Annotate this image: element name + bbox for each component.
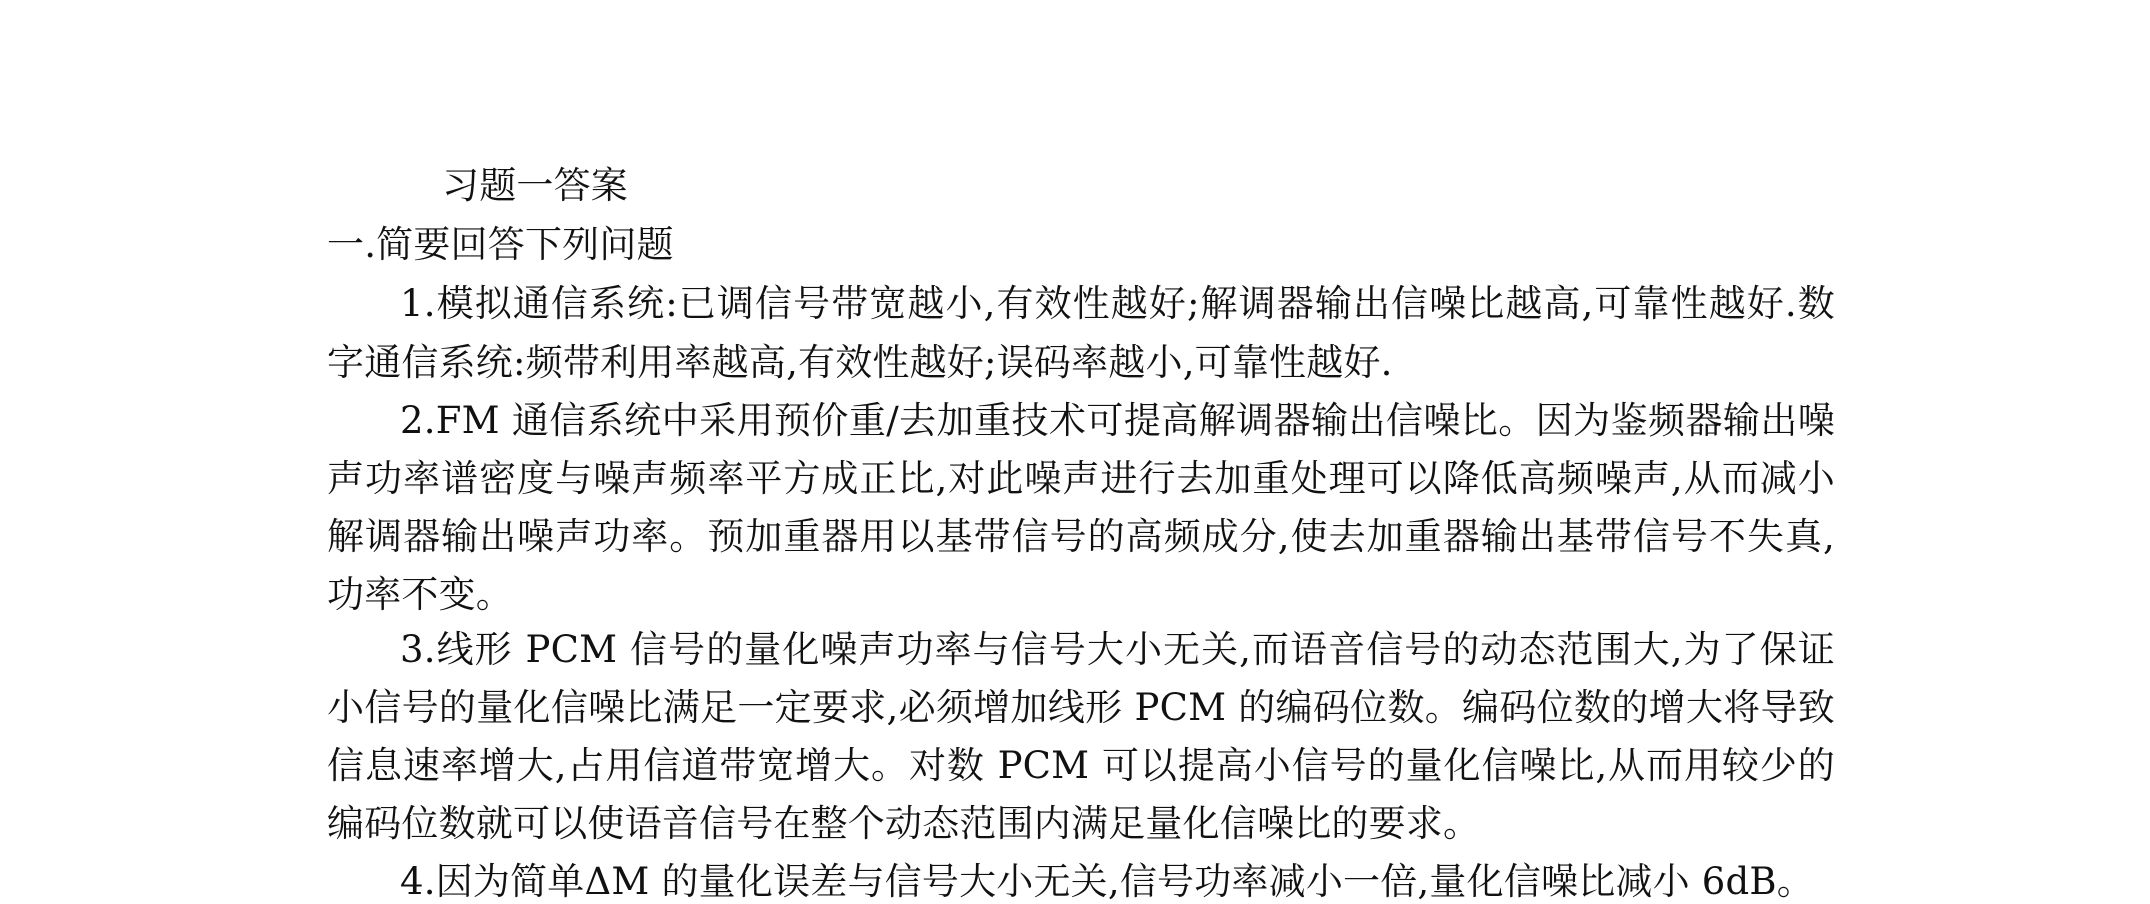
paragraph-3-line-2: 小信号的量化信噪比满足一定要求,必须增加线形 PCM 的编码位数。编码位数的增大将导致 <box>327 686 1835 729</box>
document-title: 习题一答案 <box>442 164 628 207</box>
paragraph-1-line-2: 字通信系统:频带利用率越高,有效性越好;误码率越小,可靠性越好. <box>327 341 1393 384</box>
paragraph-4-line-1: 4.因为简单ΔM 的量化误差与信号大小无关,信号功率减小一倍,量化信噪比减小 6dB。 <box>400 860 1814 903</box>
paragraph-2-line-1: 2.FM 通信系统中采用预价重/去加重技术可提高解调器输出信噪比。因为鉴频器输出噪 <box>400 399 1835 442</box>
paragraph-2-line-3: 解调器输出噪声功率。预加重器用以基带信号的高频成分,使去加重器输出基带信号不失真, <box>327 515 1835 558</box>
paragraph-1-line-1: 1.模拟通信系统:已调信号带宽越小,有效性越好;解调器输出信噪比越高,可靠性越好.数 <box>400 282 1835 325</box>
paragraph-3-line-4: 编码位数就可以使语音信号在整个动态范围内满足量化信噪比的要求。 <box>327 802 1481 845</box>
paragraph-2-line-4: 功率不变。 <box>327 573 513 616</box>
paragraph-3-line-3: 信息速率增大,占用信道带宽增大。对数 PCM 可以提高小信号的量化信噪比,从而用较少的 <box>327 744 1835 787</box>
section-heading: 一.简要回答下列问题 <box>327 223 674 266</box>
paragraph-3-line-1: 3.线形 PCM 信号的量化噪声功率与信号大小无关,而语音信号的动态范围大,为了保证 <box>400 628 1835 671</box>
paragraph-2-line-2: 声功率谱密度与噪声频率平方成正比,对此噪声进行去加重处理可以降低高频噪声,从而减小 <box>327 457 1835 500</box>
